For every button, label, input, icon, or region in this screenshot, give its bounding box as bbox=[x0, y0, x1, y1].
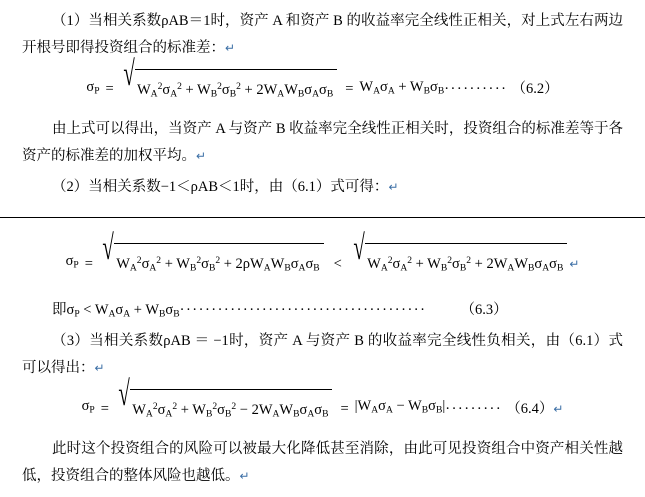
paragraph-6-text: 此时这个投资组合的风险可以被最大化降低甚至消除，由此可见投资组合中资产相关性越低，投资组合的整体风险也越低。 bbox=[22, 441, 623, 485]
formula-6-2 bbox=[22, 54, 623, 109]
formula-6-4-radical bbox=[117, 373, 333, 429]
formula-6-2-radicand: $W_A^2\sigma_A^2 + W_B^2\sigma_B^2 + 2W_AW_B\sigma_A\sigma_B$ bbox=[135, 69, 337, 109]
formula-6-4-leader: ········· bbox=[445, 400, 503, 417]
formula-6-4-radicand: $W_A^2\sigma_A^2 + W_B^2\sigma_B^2 - 2W_AW_B\sigma_A\sigma_B$ bbox=[130, 389, 332, 429]
paragraph-mark-icon: ↵ bbox=[239, 469, 250, 484]
formula-6-3-relation: < bbox=[333, 255, 342, 272]
formula-6-3-number: （6.3） bbox=[460, 301, 508, 318]
formula-6-4-equals-1: = bbox=[100, 400, 109, 417]
radical-sign-icon: √ bbox=[118, 373, 130, 413]
formula-6-4-number: （6.4） bbox=[506, 400, 554, 417]
formula-6-2-leader: ·········· bbox=[444, 81, 508, 98]
formula-6-3-leader: ······································· bbox=[179, 301, 427, 318]
formula-6-4 bbox=[22, 373, 623, 429]
paragraph-5-text: （3）当相关系数ρAB ＝ −1时，资产 A 与资产 B 的收益率完全线性负相关，由（6.1）式可以得出： bbox=[22, 332, 623, 376]
formula-6-3-radicand-right: $W_A^2\sigma_A^2 + W_B^2\sigma_B^2 + 2W_AW_B\sigma_A\sigma_B$ bbox=[365, 243, 567, 283]
formula-6-3-inline-prefix: 即 bbox=[52, 301, 67, 318]
formula-6-3-display bbox=[22, 228, 623, 283]
formula-6-2-rhs: $W_A\sigma_A + W_B\sigma_B$ bbox=[359, 78, 445, 97]
formula-6-3-radical-left bbox=[101, 228, 324, 283]
paragraph-1-text: （1）当相关系数ρAB＝1时，资产 A 和资产 B 的收益率完全线性正相关，对上式左右两边开根号即得投资组合的标准差： bbox=[22, 13, 623, 56]
paragraph-mark-icon: ↵ bbox=[196, 149, 207, 164]
paragraph-2 bbox=[22, 116, 623, 170]
formula-6-2-equals-2: = bbox=[345, 81, 354, 98]
formula-6-2-number: （6.2） bbox=[511, 81, 559, 98]
formula-6-4-rhs: $|W_A\sigma_A - W_B\sigma_B|$ bbox=[354, 398, 446, 417]
formula-6-3-inline-line bbox=[22, 297, 623, 328]
formula-6-3-equals: = bbox=[84, 255, 93, 272]
paragraph-5 bbox=[22, 328, 623, 382]
radical-sign-icon: √ bbox=[123, 54, 135, 94]
paragraph-mark-icon: ↵ bbox=[94, 360, 105, 375]
paragraph-mark-icon: ↵ bbox=[569, 256, 580, 271]
paragraph-2-text: 由上式可以得出，当资产 A 与资产 B 收益率完全线性正相关时，投资组合的标准差等于各资产的标准差的加权平均。 bbox=[22, 121, 623, 165]
formula-6-3-radicand-left: $W_A^2\sigma_A^2 + W_B^2\sigma_B^2 + 2\rho W_AW_B\sigma_A\sigma_B$ bbox=[114, 243, 323, 283]
formula-6-4-lhs: $\sigma_P$ bbox=[81, 398, 95, 417]
formula-6-4-equals-2: = bbox=[340, 400, 349, 417]
paragraph-mark-icon: ↵ bbox=[553, 401, 564, 416]
radical-sign-icon: √ bbox=[353, 228, 365, 268]
radical-sign-icon: √ bbox=[102, 228, 114, 268]
paragraph-mark-icon: ↵ bbox=[225, 41, 236, 55]
formula-6-3-radical-right bbox=[352, 228, 568, 283]
paragraph-3-text: （2）当相关系数−1＜ρAB＜1时，由（6.1）式可得： bbox=[52, 179, 389, 196]
paragraph-1 bbox=[22, 8, 623, 62]
paragraph-3 bbox=[22, 174, 623, 201]
formula-6-3-lhs: $\sigma_P$ bbox=[65, 253, 79, 272]
formula-6-3-inline-expression: $\sigma_P < W_A\sigma_A + W_B\sigma_B$ bbox=[66, 301, 180, 320]
formula-6-2-lhs: $\sigma_P$ bbox=[86, 78, 100, 97]
formula-6-2-equals-1: = bbox=[105, 81, 114, 98]
formula-6-2-radical bbox=[122, 54, 338, 109]
paragraph-6 bbox=[22, 436, 623, 490]
paragraph-mark-icon: ↵ bbox=[388, 180, 399, 195]
